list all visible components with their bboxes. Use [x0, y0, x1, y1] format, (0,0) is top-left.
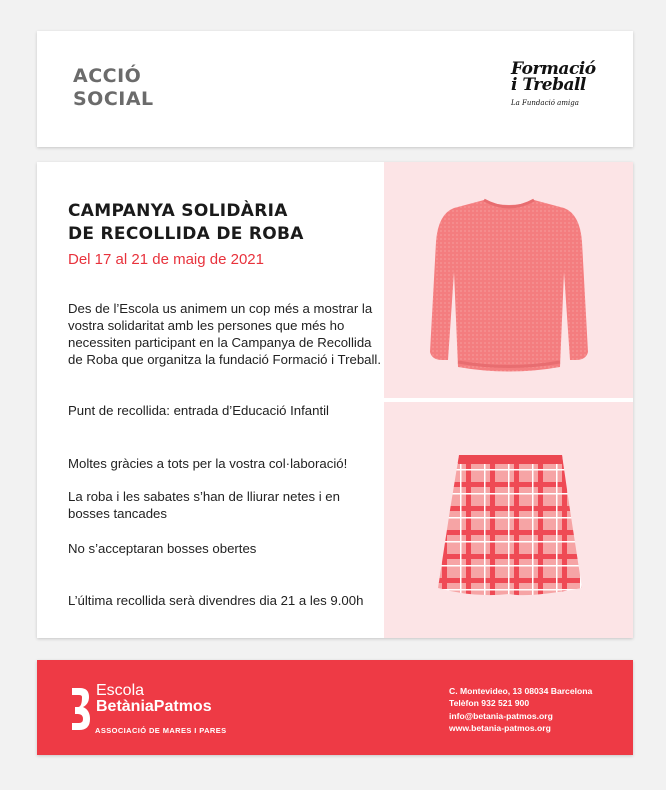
plaid-skirt-illustration	[384, 402, 633, 638]
association-label: ASSOCIACIÓ DE MARES I PARES	[95, 726, 227, 735]
school-name	[96, 683, 212, 715]
school-logo-icon	[70, 686, 92, 737]
plaid-skirt-photo	[384, 402, 633, 638]
page-title-line1: ACCIÓ	[73, 65, 142, 87]
school-name-line1: Escola	[96, 682, 145, 699]
campaign-title-line1: CAMPANYA SOLIDÀRIA	[68, 201, 288, 221]
thanks-text: Moltes gràcies a tots per la vostra col·laboració!	[68, 456, 348, 471]
contact-address: C. Montevideo, 13 08034 Barcelona	[449, 686, 593, 696]
campaign-dates: Del 17 al 21 de maig de 2021	[68, 251, 264, 268]
footer-banner	[37, 660, 633, 755]
header-card	[37, 31, 633, 147]
contact-website[interactable]: www.betania-patmos.org	[449, 723, 551, 734]
logo-tagline: La Fundació amiga	[511, 99, 579, 107]
last-collection-note: L’última recollida serà divendres dia 21 a les 9.00h	[68, 593, 364, 608]
intro-paragraph: Des de l’Escola us animem un cop més a mostrar la vostra solidaritat amb les persones que més ho necessiten participant en la Campanya de Recollida de Roba que organitza la fundació Formació i Treball.	[68, 301, 382, 367]
open-bags-note: No s’acceptaran bosses obertes	[68, 541, 257, 556]
campaign-title	[68, 200, 388, 246]
campaign-text	[68, 200, 388, 608]
clean-clothes-note: La roba i les sabates s’han de lliurar netes i en bosses tancades	[68, 489, 340, 521]
campaign-title-line2: DE RECOLLIDA DE ROBA	[68, 224, 304, 244]
page-title	[73, 65, 154, 111]
collection-point: Punt de recollida: entrada d’Educació Infantil	[68, 403, 329, 418]
contact-email[interactable]: info@betania-patmos.org	[449, 710, 553, 721]
logo-line2: i Treball	[511, 75, 586, 95]
contact-phone: Telèfon 932 521 900	[449, 698, 530, 709]
sweater-illustration	[384, 162, 633, 398]
contact-info	[449, 685, 592, 735]
campaign-card	[37, 162, 633, 638]
page-title-line2: SOCIAL	[73, 88, 154, 110]
formacio-treball-logo	[511, 61, 603, 113]
logo-line1: Formació	[511, 59, 596, 79]
sweater-photo	[384, 162, 633, 398]
school-name-line2: BetàniaPatmos	[96, 698, 212, 715]
photo-column	[384, 162, 633, 638]
